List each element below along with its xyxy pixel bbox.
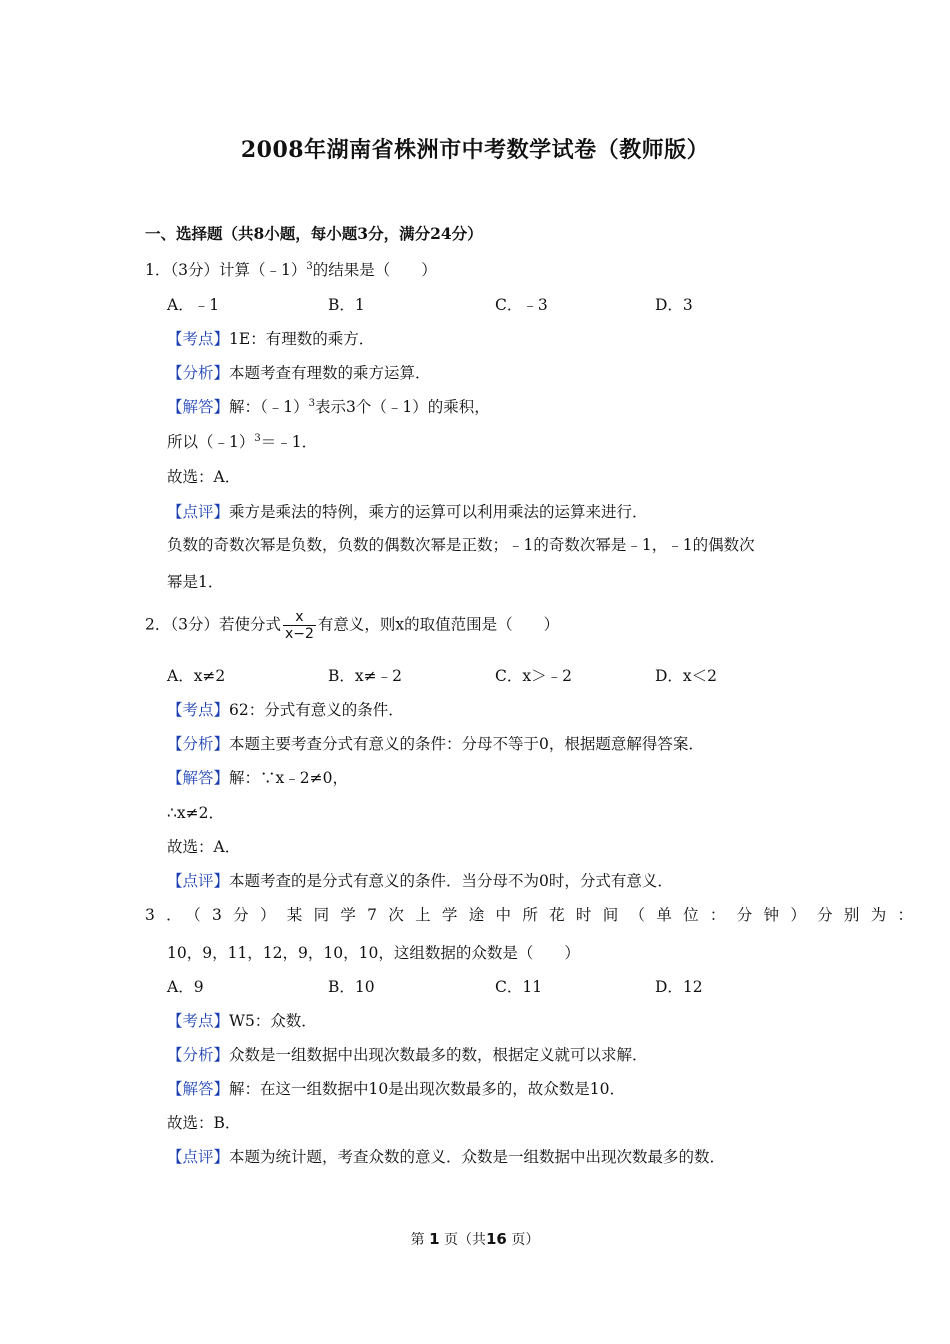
q2-option-d: D．x＜2 xyxy=(655,667,718,685)
q3-option-b: B．10 xyxy=(328,978,375,996)
q1-jieda: 【解答】解：（﹣1）$^3$表示3个（﹣1）的乘积， xyxy=(167,397,490,416)
q2-option-a: A．x≠2 xyxy=(167,667,226,685)
q3-fenxi: 【分析】众数是一组数据中出现次数最多的数，根据定义就可以求解． xyxy=(167,1046,648,1064)
q2-answer: 故选：A． xyxy=(167,838,241,856)
q3-dianping: 【点评】本题为统计题，考查众数的意义．众数是一组数据中出现次数最多的数． xyxy=(167,1148,726,1166)
q3-option-d: D．12 xyxy=(655,978,703,996)
page-total: 16 xyxy=(486,1230,507,1248)
question-3-stem: 3．（3分）某同学7次上学途中所花时间（单位：分钟）分别为： xyxy=(145,906,925,924)
page-title: 2008年湖南省株洲市中考数学试卷（教师版） xyxy=(240,137,710,163)
page-number: 1 xyxy=(429,1230,440,1248)
q2-fenxi: 【分析】本题主要考查分式有意义的条件：分母不等于0，根据题意解得答案． xyxy=(167,735,704,753)
page-footer: 第 1 页（共16 页） xyxy=(410,1230,540,1248)
q3-jieda: 【解答】解：在这一组数据中10是出现次数最多的，故众数是10． xyxy=(167,1080,625,1098)
q2-dianping: 【点评】本题考查的是分式有意义的条件．当分母不为0时，分式有意义． xyxy=(167,872,673,890)
q1-kaodian: 【考点】1E：有理数的乘方． xyxy=(167,330,375,348)
q1-option-c: C．﹣3 xyxy=(495,296,548,314)
section-heading: 一、选择题（共8小题，每小题3分，满分24分） xyxy=(145,224,483,243)
q1-dianping-line3: 幂是1． xyxy=(167,573,224,591)
q1-answer: 故选：A． xyxy=(167,468,241,486)
q3-option-c: C．11 xyxy=(495,978,543,996)
q1-option-d: D．3 xyxy=(655,296,693,314)
q1-dianping: 【点评】乘方是乘法的特例，乘方的运算可以利用乘法的运算来进行． xyxy=(167,503,648,521)
q2-option-c: C．x＞﹣2 xyxy=(495,667,572,685)
q2-jieda: 【解答】解：∵x﹣2≠0， xyxy=(167,769,348,787)
q3-option-a: A．9 xyxy=(167,978,204,996)
q3-kaodian: 【考点】W5：众数． xyxy=(167,1012,317,1030)
q1-dianping-line2: 负数的奇数次幂是负数，负数的偶数次幂是正数；﹣1的奇数次幂是﹣1，﹣1的偶数次 xyxy=(167,536,755,554)
question-2-stem: 2．（3分）若使分式 $\frac{x}{x-2}$ 有意义，则x的取值范围是（ ） xyxy=(145,609,560,642)
q3-answer: 故选：B． xyxy=(167,1114,241,1132)
q1-fenxi: 【分析】本题考查有理数的乘方运算． xyxy=(167,364,431,382)
question-3-stem-line2: 10，9，11，12，9，10，10，这组数据的众数是（ ） xyxy=(167,944,580,962)
question-1-stem: 1．（3分）计算（﹣1）$^3$的结果是（ ） xyxy=(145,260,437,279)
q2-jieda-line2: ∴x≠2． xyxy=(167,804,224,822)
q2-option-b: B．x≠﹣2 xyxy=(328,667,402,685)
q2-kaodian: 【考点】62：分式有意义的条件． xyxy=(167,701,404,719)
fraction: $\frac{x}{x-2}$ xyxy=(284,609,314,642)
q1-option-b: B．1 xyxy=(328,296,365,314)
q1-option-a: A．﹣1 xyxy=(167,296,220,314)
q1-jieda-line2: 所以（﹣1）$^3$＝﹣1． xyxy=(167,432,318,451)
